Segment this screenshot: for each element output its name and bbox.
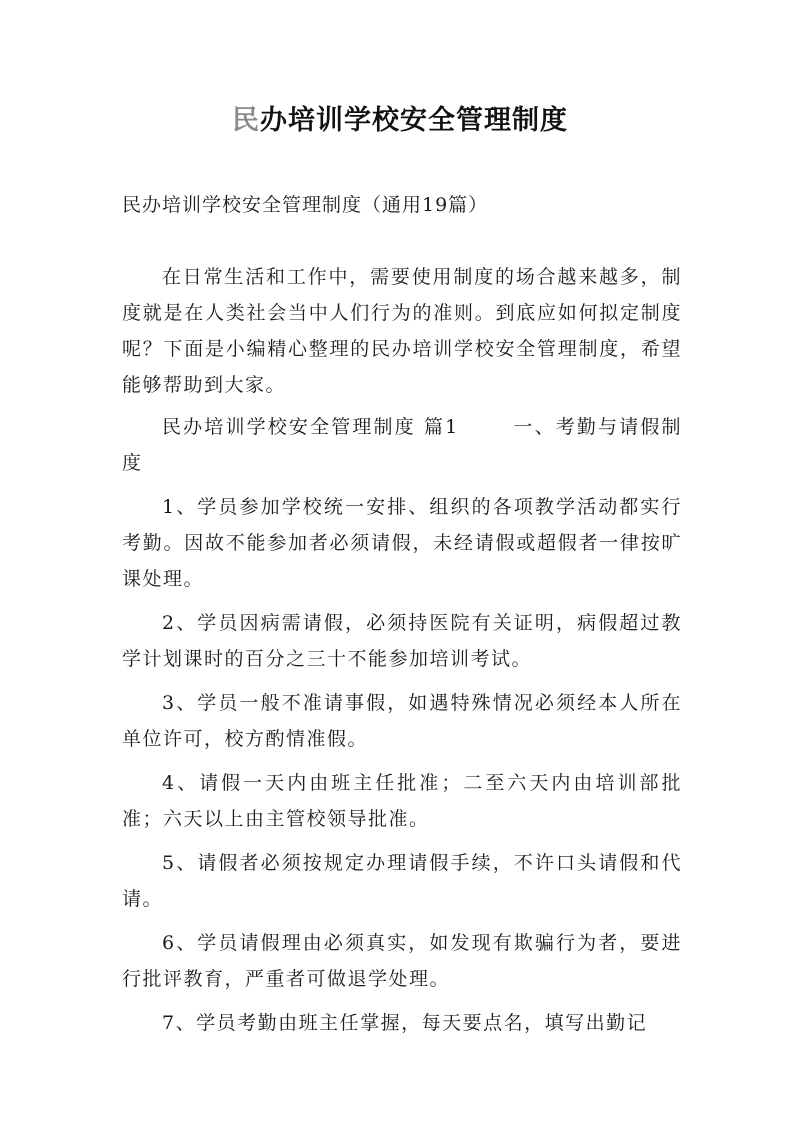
list-item: 4、请假一天内由班主任批准；二至六天内由培训部批准；六天以上由主管校领导批准。 <box>122 772 682 830</box>
section-heading: 民办培训学校安全管理制度 篇1 <box>162 416 459 438</box>
section-title: 一、考勤与请假制度 <box>122 416 682 474</box>
document-title <box>0 98 800 137</box>
title-first-char: 民 <box>232 105 260 136</box>
title-rest: 办培训学校安全管理制度 <box>260 105 568 136</box>
intro-paragraph: 在日常生活和工作中，需要使用制度的场合越来越多，制度就是在人类社会当中人们行为的准则。到底应如何拟定制度呢？下面是小编精心整理的民办培训学校安全管理制度，希望能够帮助到大家。 <box>122 266 682 396</box>
list-item: 7、学员考勤由班主任掌握，每天要点名，填写出勤记 <box>162 1012 648 1034</box>
list-item: 3、学员一般不准请事假，如遇特殊情况必须经本人所在单位许可，校方酌情准假。 <box>122 692 682 750</box>
list-item: 6、学员请假理由必须真实，如发现有欺骗行为者，要进行批评教育，严重者可做退学处理。 <box>122 932 682 990</box>
list-item: 5、请假者必须按规定办理请假手续，不许口头请假和代请。 <box>122 852 682 910</box>
section-heading-paragraph <box>122 409 682 481</box>
list-item: 2、学员因病需请假，必须持医院有关证明，病假超过教学计划课时的百分之三十不能参加培训考试。 <box>122 612 682 670</box>
document-subtitle: 民办培训学校安全管理制度（通用19篇） <box>122 194 489 216</box>
list-item: 1、学员参加学校统一安排、组织的各项教学活动都实行考勤。因故不能参加者必须请假，未经请假或超假者一律按旷课处理。 <box>122 496 682 590</box>
document-body <box>122 259 682 1049</box>
